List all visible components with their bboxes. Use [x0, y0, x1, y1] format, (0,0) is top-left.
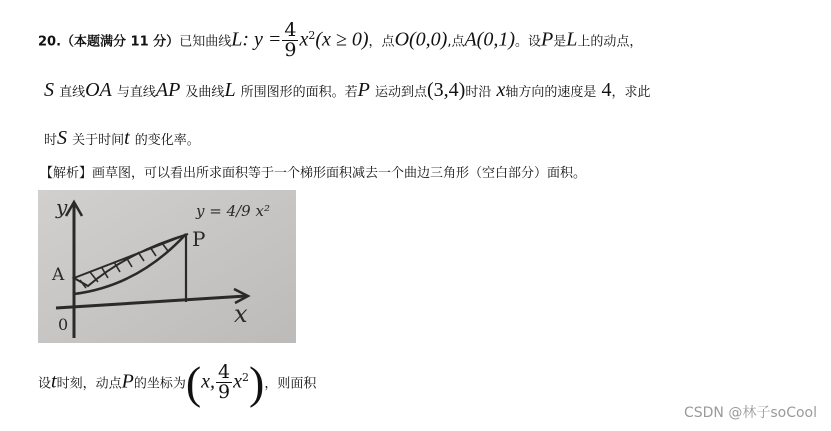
text: ，点	[368, 34, 395, 50]
math-O: O(0,0)	[394, 28, 448, 51]
text: 已知曲线	[179, 34, 232, 50]
sketch-label-origin: 0	[58, 315, 69, 334]
problem-number: 20.	[38, 34, 62, 50]
problem-line-3	[44, 124, 200, 152]
math-L: L	[566, 28, 578, 51]
text: 设	[38, 376, 52, 392]
frac-num: 4	[218, 361, 231, 384]
text: 时刻，动点	[56, 376, 122, 392]
frac-den: 9	[284, 39, 297, 62]
fraction	[282, 21, 298, 60]
math-t: t	[124, 127, 130, 149]
math-speed: 4	[601, 79, 612, 101]
text: 是	[553, 34, 567, 50]
exp: 2	[242, 371, 250, 384]
math-S: S	[57, 127, 68, 149]
problem-line-2	[44, 76, 650, 104]
text: 运动到点	[374, 85, 427, 100]
sketch-label-A: A	[52, 265, 65, 285]
text: ，则面积	[264, 376, 317, 392]
problem-line-1	[38, 18, 643, 62]
text: 轴方向的速度是	[505, 85, 597, 100]
analysis-text: 【解析】画草图，可以看出所求面积等于一个梯形面积减去一个曲边三角形（空白部分）面积。	[40, 166, 587, 181]
text: 。设	[515, 34, 542, 50]
text: 时沿	[465, 85, 492, 100]
text: 直线	[59, 85, 86, 100]
hand-sketch-image	[38, 190, 296, 343]
sketch-curve-label: y = 4/9 x²	[196, 202, 270, 220]
math-AP: AP	[155, 79, 181, 101]
sketch-label-P: P	[192, 227, 206, 251]
math-t: t	[51, 370, 57, 393]
frac-den: 9	[218, 381, 231, 404]
math-S: S	[44, 79, 54, 101]
fraction	[216, 363, 232, 402]
math-x: x	[299, 28, 309, 51]
math-x: x	[233, 370, 243, 393]
math-eq-lhs: : y =	[242, 28, 282, 51]
sketch-label-x: x	[234, 300, 248, 328]
text: 的坐标为	[133, 376, 186, 392]
text: 及曲线	[185, 85, 225, 100]
text: 关于时间	[72, 133, 125, 148]
math-A: A(0,1)	[464, 28, 516, 51]
math-x: x	[496, 79, 506, 101]
math-cond: (x ≥ 0)	[315, 28, 369, 51]
math-L: L	[231, 28, 243, 51]
csdn-watermark: CSDN @林子soCool	[683, 405, 817, 421]
math-point: (3,4)	[427, 79, 466, 101]
math-P: P	[357, 79, 370, 101]
left-paren: (	[185, 356, 202, 408]
math-OA: OA	[85, 79, 112, 101]
frac-num: 4	[284, 19, 297, 42]
text: 上的动点，	[577, 34, 643, 50]
problem-points: （本题满分 11 分）	[61, 34, 180, 50]
text: 的变化率。	[134, 133, 200, 148]
exp: 2	[308, 29, 316, 42]
sketch-label-y: y	[56, 195, 68, 219]
hand-sketch-svg	[38, 190, 296, 343]
math-P: P	[121, 370, 134, 393]
text: ,点	[447, 34, 465, 50]
math-x: x,	[201, 370, 216, 393]
text: 与直线	[116, 85, 156, 100]
text: 所围图形的面积。若	[240, 85, 358, 100]
text: 时	[44, 133, 58, 148]
math-L: L	[224, 79, 236, 101]
text: ，求此	[611, 85, 651, 100]
right-paren: )	[249, 356, 265, 408]
math-P: P	[541, 28, 554, 51]
bottom-line	[38, 350, 316, 406]
